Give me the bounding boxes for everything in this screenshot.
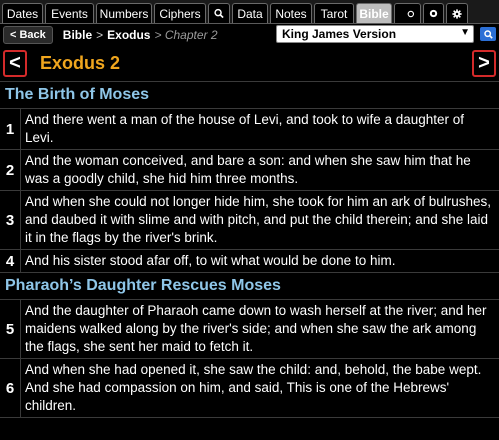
previous-chapter-button[interactable]: < [3, 50, 27, 77]
version-select-value: King James Version [282, 27, 397, 41]
tab-search[interactable] [208, 3, 230, 23]
chevron-down-icon: ▼ [460, 27, 470, 38]
moon-sun-icon [400, 9, 415, 19]
verse-number: 6 [0, 359, 21, 417]
chapter-header [0, 47, 499, 82]
bible-search-button[interactable] [480, 27, 496, 41]
version-select[interactable] [276, 25, 474, 43]
verse-row [0, 300, 499, 359]
verse-text: And there went a man of the house of Levi, and took to wife a daughter of Levi. [25, 112, 465, 145]
tab-settings[interactable] [446, 3, 468, 23]
gear-icon [452, 8, 462, 20]
tab-bible[interactable]: Bible [356, 3, 392, 23]
tab-numbers[interactable]: Numbers [96, 3, 152, 23]
chapter-content[interactable] [0, 82, 499, 418]
tab-bar [0, 0, 499, 24]
tab-record[interactable] [423, 3, 444, 23]
section-heading: Pharaoh’s Daughter Rescues Moses [0, 273, 499, 300]
next-chapter-button[interactable]: > [472, 50, 496, 77]
navigation-bar [0, 24, 499, 46]
breadcrumb-separator: > [96, 28, 104, 42]
tab-data[interactable]: Data [232, 3, 268, 23]
verse-text: And the daughter of Pharaoh came down to wash herself at the river; and her maidens walked along by the river's side; and when she saw the ark among the flags, she sent her maid to fetch it. [25, 303, 487, 354]
tab-events[interactable]: Events [45, 3, 94, 23]
tab-moon-sun[interactable] [394, 3, 421, 23]
breadcrumb-bible[interactable]: Bible [62, 28, 93, 42]
tab-tarot[interactable]: Tarot [314, 3, 354, 23]
verse-text: And his sister stood afar off, to wit what would be done to him. [25, 253, 396, 268]
tab-dates[interactable]: Dates [2, 3, 43, 23]
verse-text: And the woman conceived, and bare a son: and when she saw him that he was a goodly child, she hid him three months. [25, 153, 471, 186]
verse-row [0, 109, 499, 150]
verse-row [0, 150, 499, 191]
chapter-title: Exodus 2 [40, 53, 121, 73]
breadcrumb-book[interactable]: Exodus [107, 28, 151, 42]
section-heading: The Birth of Moses [0, 82, 499, 109]
verse-number: 2 [0, 150, 21, 190]
verse-row [0, 359, 499, 418]
verse-number: 4 [0, 250, 21, 272]
verse-text: And when she could not longer hide him, she took for him an ark of bulrushes, and daubed it with slime and with pitch, and put the child therein; and she laid it in the flags by the river's brink. [25, 194, 492, 245]
breadcrumb [63, 28, 218, 42]
verse-row [0, 191, 499, 250]
verse-row [0, 250, 499, 273]
verse-number: 5 [0, 300, 21, 358]
verse-number: 3 [0, 191, 21, 249]
search-icon [214, 8, 224, 19]
verse-number: 1 [0, 109, 21, 149]
tab-ciphers[interactable]: Ciphers [154, 3, 206, 23]
search-icon [484, 30, 493, 39]
tab-notes[interactable]: Notes [270, 3, 312, 23]
back-button[interactable]: < Back [3, 26, 53, 44]
record-icon [429, 8, 438, 19]
verse-text: And when she had opened it, she saw the child: and, behold, the babe wept. And she had compassion on him, and said, This is one of the Hebrews' children. [25, 362, 482, 413]
breadcrumb-chapter: > Chapter 2 [154, 28, 218, 42]
